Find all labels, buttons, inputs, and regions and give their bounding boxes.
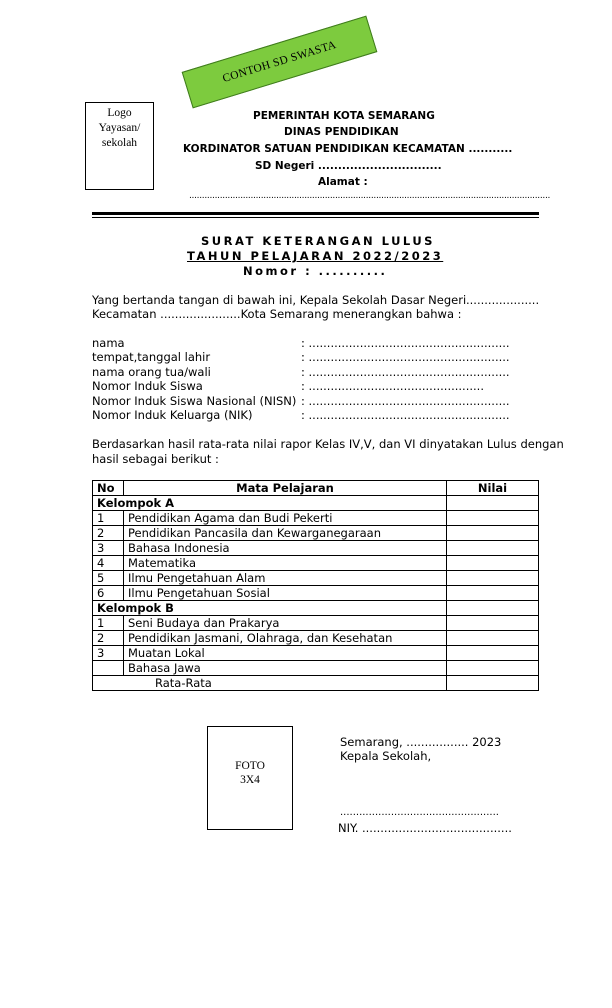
- statement-line-1: Berdasarkan hasil rata-rata nilai rapor Kelas IV,V, dan VI dinyatakan Lulus dengan: [92, 437, 564, 451]
- header-school: SD Negeri ...............................: [255, 160, 442, 172]
- header-no: No: [93, 481, 124, 496]
- grades-table: [92, 480, 539, 691]
- row-no: 2: [93, 631, 124, 646]
- logo-text-3: sekolah: [101, 137, 138, 149]
- group-b-label: Kelompok B: [93, 601, 447, 616]
- field-value-parent: : .......................................................: [301, 365, 510, 379]
- row-score: [447, 526, 539, 541]
- table-row: [93, 526, 539, 541]
- table-cell: [447, 601, 539, 616]
- field-value-ttl: : .......................................................: [301, 350, 510, 364]
- row-subject: Ilmu Pengetahuan Sosial: [124, 586, 447, 601]
- photo-text-2: 3X4: [240, 774, 260, 786]
- header-address-label: Alamat :: [318, 176, 368, 188]
- photo-placeholder: [207, 726, 293, 830]
- row-no: 4: [93, 556, 124, 571]
- header-address-line: .............................................................................................................................................: [189, 191, 551, 201]
- field-label-nis: Nomor Induk Siswa: [92, 379, 203, 393]
- field-label-parent: nama orang tua/wali: [92, 365, 211, 379]
- field-label-nama: nama: [92, 336, 125, 350]
- row-score: [447, 646, 539, 661]
- sign-role: Kepala Sekolah,: [340, 749, 432, 763]
- header-coordinator: KORDINATOR SATUAN PENDIDIKAN KECAMATAN ...........: [183, 143, 513, 155]
- sign-niy: NIY. .........................................: [338, 821, 512, 835]
- table-row: [93, 661, 539, 676]
- row-no: 1: [93, 511, 124, 526]
- row-score: [447, 586, 539, 601]
- header-subject: Mata Pelajaran: [124, 481, 447, 496]
- sign-place-date: Semarang, ................. 2023: [340, 735, 502, 749]
- group-row-b: [93, 601, 539, 616]
- group-a-label: Kelompok A: [93, 496, 447, 511]
- row-no: 5: [93, 571, 124, 586]
- photo-text-1: FOTO: [235, 760, 265, 772]
- row-subject: Seni Budaya dan Prakarya: [124, 616, 447, 631]
- field-value-nik: : .......................................................: [301, 408, 510, 422]
- row-no: 3: [93, 541, 124, 556]
- row-no: 6: [93, 586, 124, 601]
- row-score: [447, 556, 539, 571]
- table-row: [93, 631, 539, 646]
- row-no: 2: [93, 526, 124, 541]
- table-row: [93, 586, 539, 601]
- row-subject: Ilmu Pengetahuan Alam: [124, 571, 447, 586]
- row-subject: Pendidikan Pancasila dan Kewarganegaraan: [124, 526, 447, 541]
- logo-placeholder: [85, 102, 154, 190]
- row-score: [447, 631, 539, 646]
- doc-title: SURAT KETERANGAN LULUS: [201, 234, 435, 248]
- average-label: Rata-Rata: [93, 676, 447, 691]
- doc-year: TAHUN PELAJARAN 2022/2023: [187, 249, 444, 263]
- table-row: [93, 541, 539, 556]
- table-cell: [447, 496, 539, 511]
- average-score: [447, 676, 539, 691]
- field-label-nisn: Nomor Induk Siswa Nasional (NISN): [92, 394, 297, 408]
- row-subject: Pendidikan Agama dan Budi Pekerti: [124, 511, 447, 526]
- sample-stamp: CONTOH SD SWASTA: [182, 16, 378, 109]
- average-row: [93, 676, 539, 691]
- row-subject: Bahasa Jawa: [124, 661, 447, 676]
- header-government: PEMERINTAH KOTA SEMARANG: [253, 110, 435, 122]
- doc-number: Nomor : ..........: [243, 264, 388, 278]
- row-subject: Pendidikan Jasmani, Olahraga, dan Kesehatan: [124, 631, 447, 646]
- field-value-nama: : .......................................................: [301, 336, 510, 350]
- row-score: [447, 616, 539, 631]
- table-row: [93, 571, 539, 586]
- table-row: [93, 556, 539, 571]
- field-label-ttl: tempat,tanggal lahir: [92, 350, 211, 364]
- logo-text-1: Logo: [107, 107, 132, 119]
- table-row: [93, 616, 539, 631]
- row-no: 3: [93, 646, 124, 661]
- field-value-nis: : ................................................: [301, 379, 484, 393]
- row-subject: Matematika: [124, 556, 447, 571]
- row-score: [447, 541, 539, 556]
- intro-school-blank: ....................: [466, 293, 540, 307]
- header-rule-thin: [92, 217, 539, 218]
- row-score: [447, 571, 539, 586]
- intro-text: Yang bertanda tangan di bawah ini, Kepala Sekolah Dasar Negeri: [92, 293, 467, 307]
- intro-line-2: Kecamatan ......................Kota Semarang menerangkan bahwa :: [92, 307, 462, 321]
- row-score: [447, 511, 539, 526]
- table-row: [93, 646, 539, 661]
- field-label-nik: Nomor Induk Keluarga (NIK): [92, 408, 253, 422]
- row-score: [447, 661, 539, 676]
- row-no: 1: [93, 616, 124, 631]
- table-row: [93, 511, 539, 526]
- header-rule-thick: [92, 212, 539, 215]
- logo-text-2: Yayasan/: [98, 122, 141, 134]
- row-subject: Bahasa Indonesia: [124, 541, 447, 556]
- table-header-row: [93, 481, 539, 496]
- group-row-a: [93, 496, 539, 511]
- header-agency: DINAS PENDIDIKAN: [284, 126, 399, 138]
- row-subject: Muatan Lokal: [124, 646, 447, 661]
- row-no: [93, 661, 124, 676]
- intro-line-1: [92, 293, 466, 307]
- sign-name-line: ..................................................: [340, 807, 499, 818]
- statement-line-2: hasil sebagai berikut :: [92, 452, 219, 466]
- header-score: Nilai: [447, 481, 539, 496]
- field-value-nisn: : .......................................................: [301, 394, 510, 408]
